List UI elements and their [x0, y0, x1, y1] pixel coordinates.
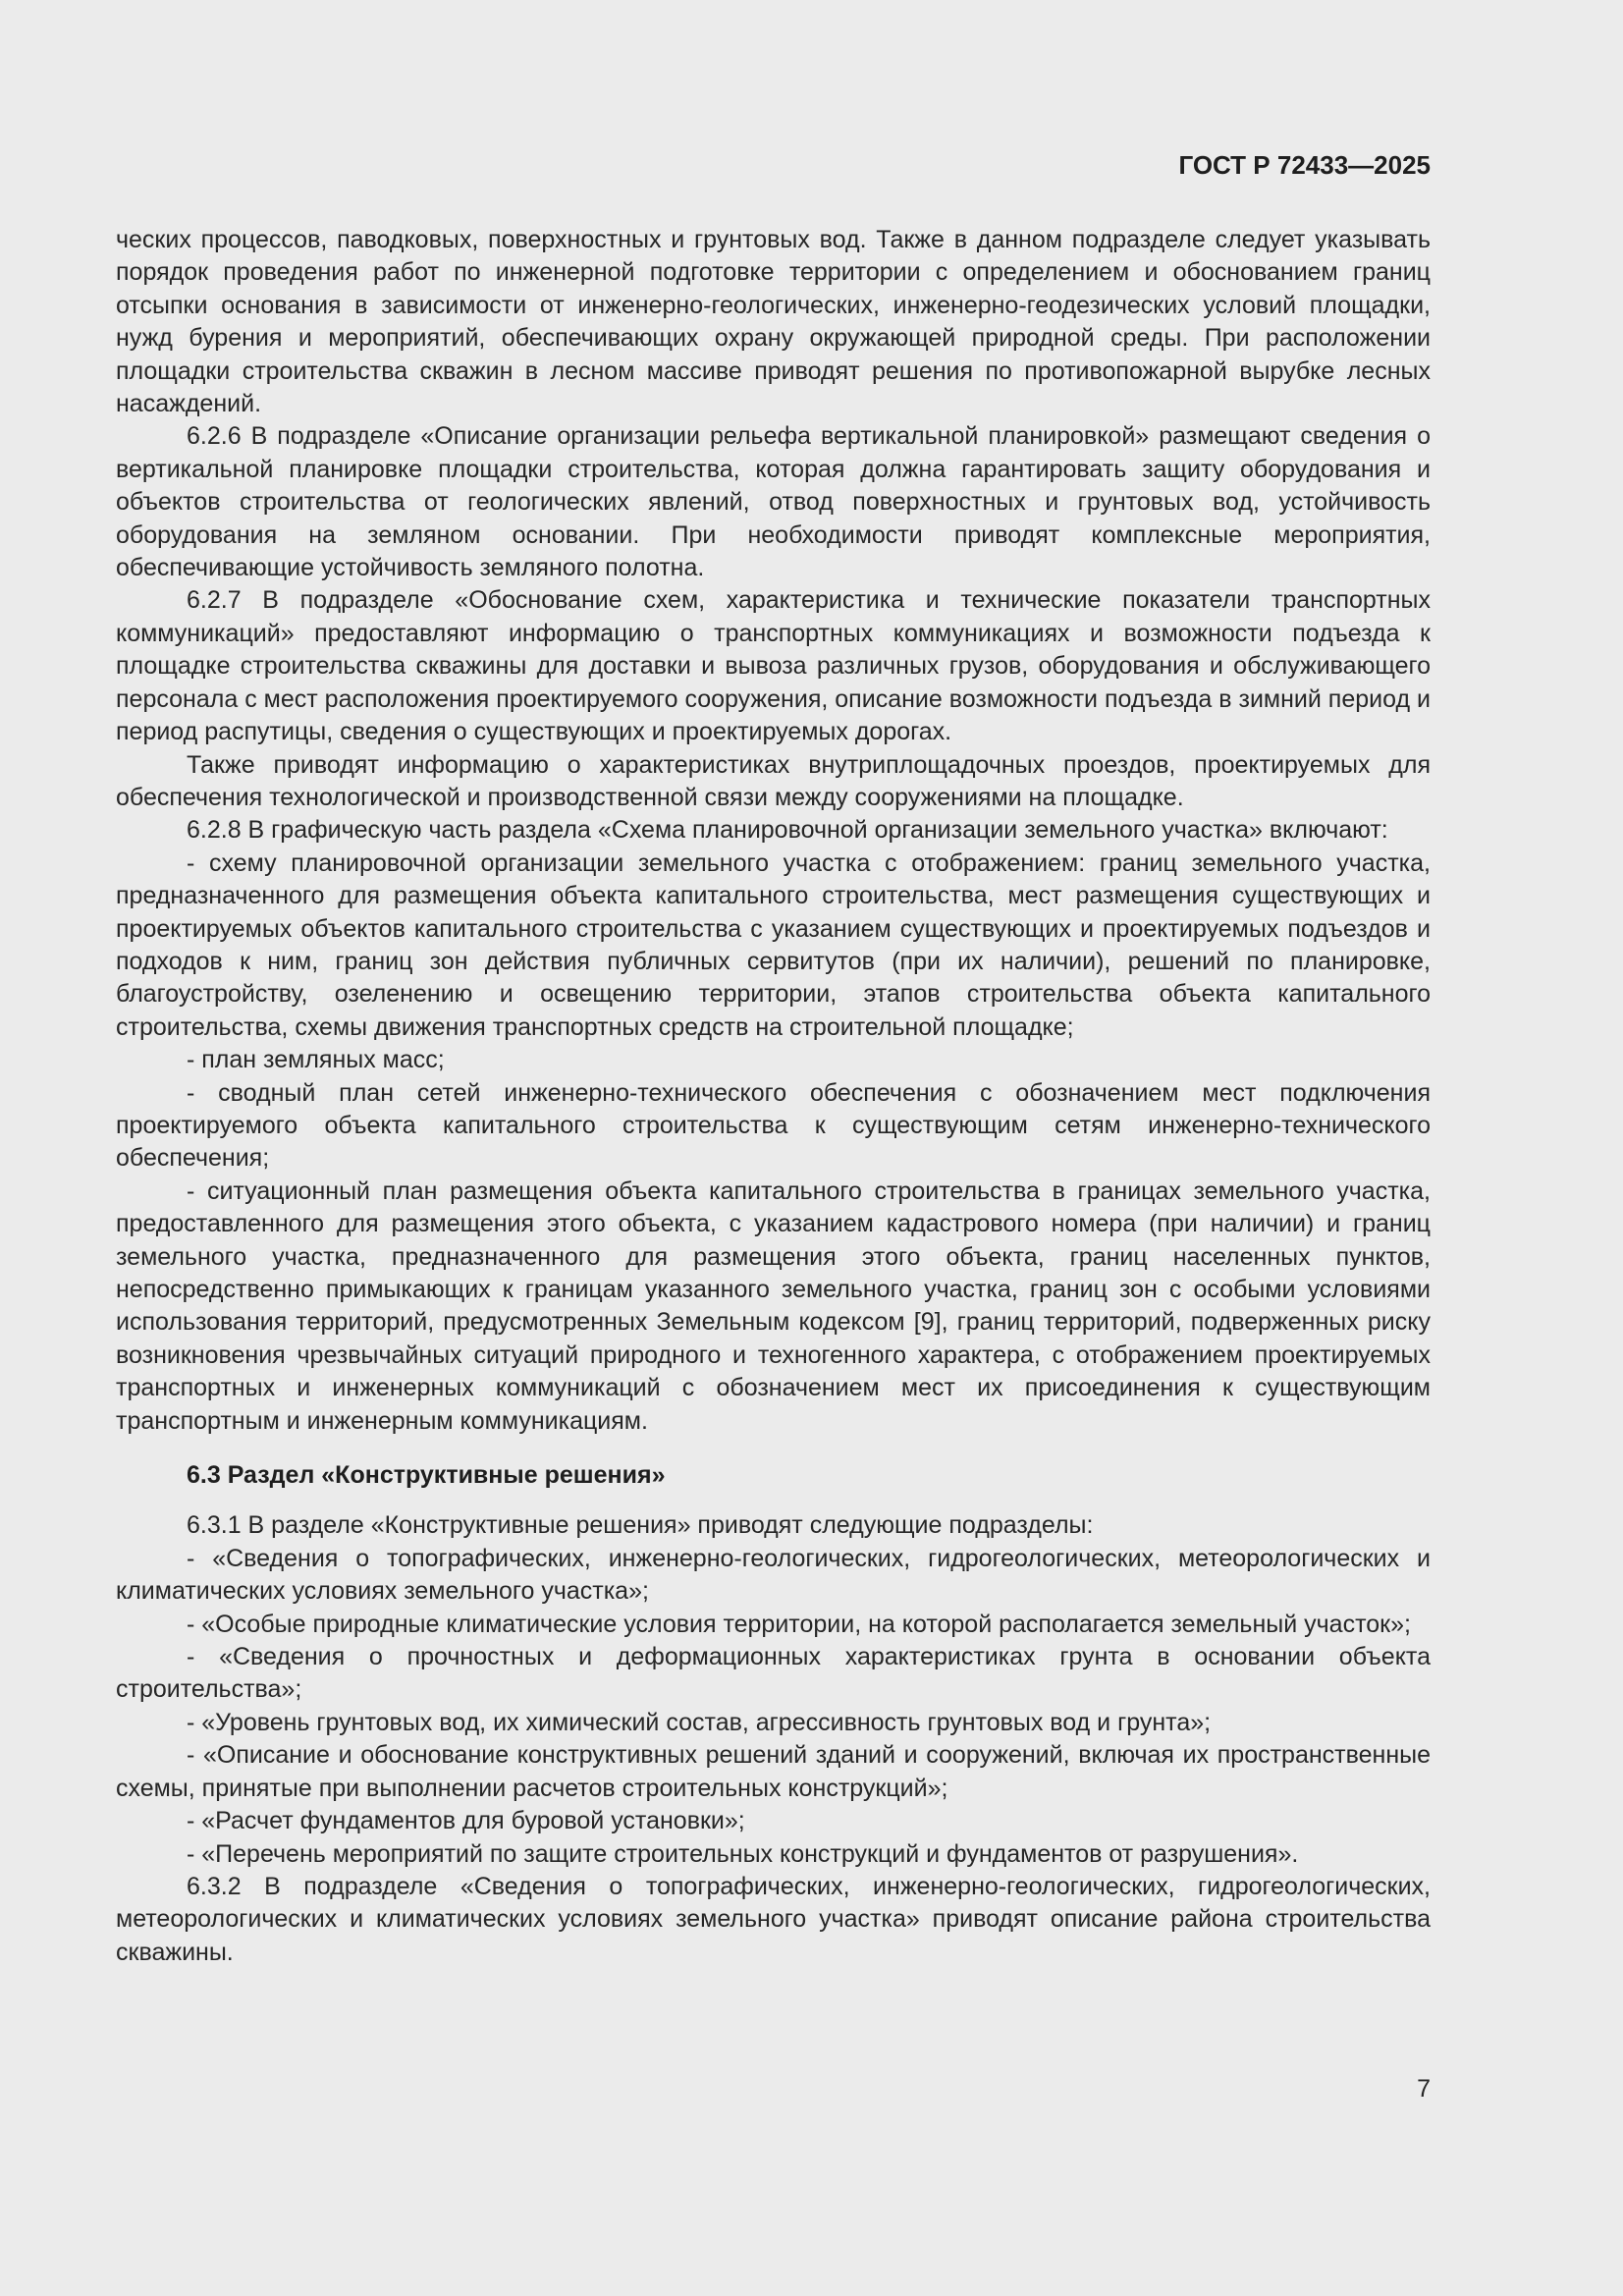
- document-code: ГОСТ Р 72433—2025: [1178, 150, 1431, 180]
- paragraph-6-2-6: 6.2.6 В подразделе «Описание организации рельефа вертикальной планировкой» размещают сведения о вертикальной планировке площадки строительства, которая должна гарантировать защиту оборудования и объектов строительства от геологических явлений, отвод поверхностных и грунтовых вод, устойчивость оборудования на земляном основании. При необходимости приводят комплексные мероприятия, обеспечивающие устойчивость земляного полотна.: [116, 422, 1431, 582]
- list-item-groundwater: - «Уровень грунтовых вод, их химический состав, агрессивность грунтовых вод и грунта»;: [187, 1708, 1212, 1736]
- list-item-layout-scheme: - схему планировочной организации земельного участка с отображением: границ земельного участка, предназначенного для размещения объекта капитального строительства, мест размещения существующих и проектируемых объектов капитального строительства с указанием существующих и проектируемых подъездов и подходов к ним, границ зон действия публичных сервитутов (при их наличии), решений по планировке, благоустройству, озеленению и освещению территории, этапов строительства объекта капитального строительства, схемы движения транспортных средств на строительной площадке;: [116, 848, 1431, 1041]
- list-item-foundation-calculation: - «Расчет фундаментов для буровой установки»;: [187, 1807, 745, 1835]
- paragraph-internal-roads: Также приводят информацию о характеристиках внутриплощадочных проездов, проектируемых для обеспечения технологической и производственной связи между сооружениями на площадке.: [116, 750, 1431, 811]
- paragraph-6-2-8: 6.2.8 В графическую часть раздела «Схема планировочной организации земельного участка» включают:: [187, 816, 1388, 845]
- section-heading-6-3: 6.3 Раздел «Конструктивные решения»: [187, 1461, 666, 1490]
- document-body: [116, 224, 1431, 1969]
- paragraph-continuation: ческих процессов, паводковых, поверхностных и грунтовых вод. Также в данном подразделе следует указывать порядок проведения работ по инженерной подготовке территории с определением и обоснованием границ отсыпки основания в зависимости от инженерно-геологических, инженерно-геодезических условий площадки, нужд бурения и мероприятий, обеспечивающих охрану окружающей природной среды. При расположении площадки строительства скважин в лесном массиве приводят решения по противопожарной вырубке лесных насаждений.: [116, 226, 1431, 418]
- list-item-protection-measures: - «Перечень мероприятий по защите строительных конструкций и фундаментов от разрушения».: [187, 1839, 1299, 1868]
- list-item-utility-networks: - сводный план сетей инженерно-технического обеспечения с обозначением мест подключения проектируемого объекта капитального строительства к существующим сетям инженерно-технического обеспечения;: [116, 1078, 1431, 1173]
- paragraph-6-3-1: 6.3.1 В разделе «Конструктивные решения» приводят следующие подразделы:: [187, 1511, 1094, 1540]
- paragraph-6-2-7: 6.2.7 В подразделе «Обоснование схем, характеристика и технические показатели транспортных коммуникаций» предоставляют информацию о транспортных коммуникациях и возможности подъезда к площадке строительства скважины для доставки и вывоза различных грузов, оборудования и обслуживающего персонала с мест расположения проектируемого сооружения, описание возможности подъезда в зимний период и период распутицы, сведения о существующих и проектируемых дорогах.: [116, 586, 1431, 746]
- list-item-situational-plan: - ситуационный план размещения объекта капитального строительства в границах земельного участка, предоставленного для размещения этого объекта, с указанием кадастрового номера (при наличии) и границ земельного участка, предназначенного для размещения этого объекта, границ населенных пунктов, непосредственно примыкающих к границам указанного земельного участка, границ зон с особыми условиями использования территорий, предусмотренных Земельным кодексом [9], границ территорий, подверженных риску возникновения чрезвычайных ситуаций природного и техногенного характера, с отображением проектируемых транспортных и инженерных коммуникаций с обозначением мест их присоединения к существующим транспортным и инженерным коммуникациям.: [116, 1176, 1431, 1435]
- page-number: 7: [1417, 2075, 1431, 2103]
- list-item-earth-masses: - план земляных масс;: [187, 1046, 445, 1074]
- list-item-soil-characteristics: - «Сведения о прочностных и деформационных характеристиках грунта в основании объекта строительства»;: [116, 1643, 1431, 1704]
- list-item-climatic-conditions: - «Особые природные климатические условия территории, на которой располагается земельный участок»;: [187, 1610, 1411, 1638]
- list-item-structural-solutions: - «Описание и обоснование конструктивных решений зданий и сооружений, включая их пространственные схемы, принятые при выполнении расчетов строительных конструкций»;: [116, 1741, 1431, 1802]
- list-item-site-conditions: - «Сведения о топографических, инженерно-геологических, гидрогеологических, метеорологических и климатических условиях земельного участка»;: [116, 1544, 1431, 1606]
- paragraph-6-3-2: 6.3.2 В подразделе «Сведения о топографических, инженерно-геологических, гидрогеологических, метеорологических и климатических условиях земельного участка» приводят описание района строительства скважины.: [116, 1872, 1431, 1966]
